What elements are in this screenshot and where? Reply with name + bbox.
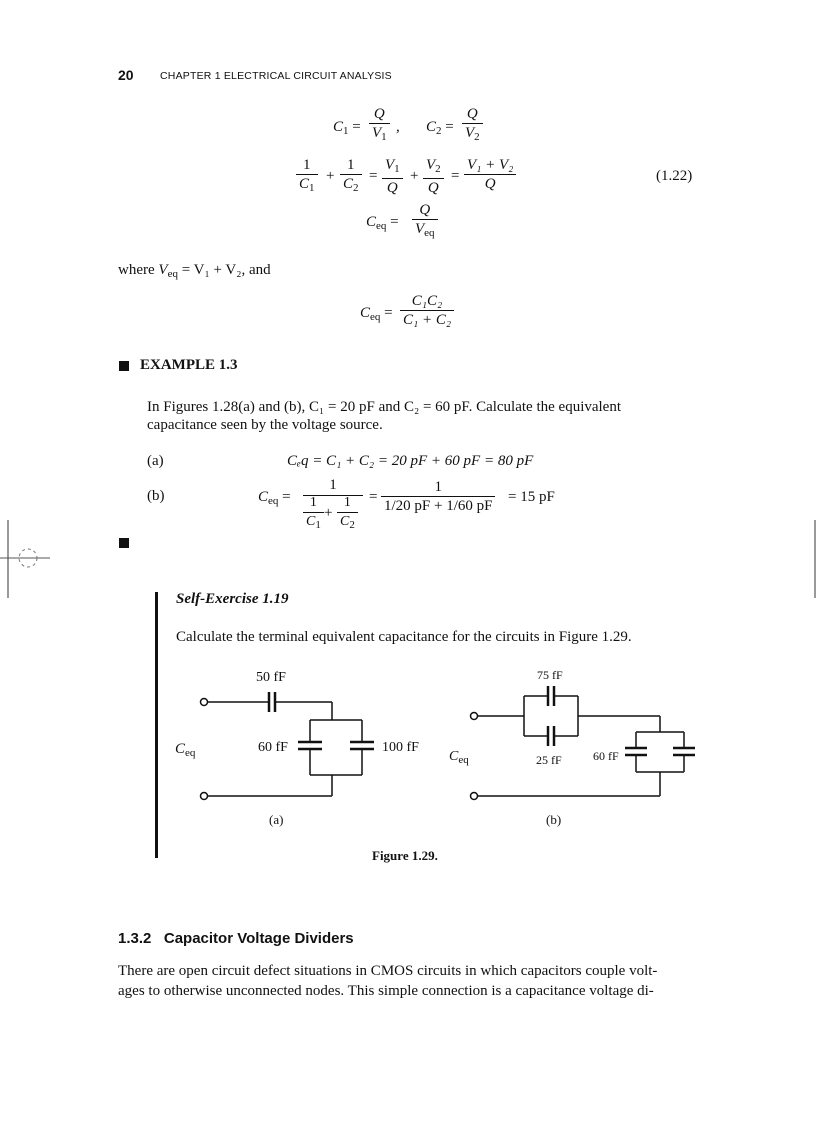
example-problem-line-1: In Figures 1.28(a) and (b), C₁ = 20 pF and C₂ = 60 pF. Calculate the equivalent <box>147 399 622 415</box>
figure-caption: Figure 1.29. <box>372 848 438 863</box>
label-ceq-a: $C_{eq}$ <box>175 741 196 759</box>
section-paragraph-line-2: ages to otherwise unconnected nodes. This simple connection is a capacitance voltage di- <box>118 983 654 999</box>
equals-sign: = <box>369 168 378 184</box>
example-problem-line-2: capacitance seen by the voltage source. <box>147 417 383 433</box>
plus-sign: + <box>324 505 333 521</box>
c1-lhs: $C_1$ = <box>333 119 361 137</box>
where-text: where $V_{eq} = V_1 + V_2$, and <box>118 262 271 280</box>
plus-sign: + <box>326 168 335 184</box>
label-100ff: 100 fF <box>382 740 419 755</box>
label-75ff: 75 fF <box>537 668 563 682</box>
section-heading: 1.3.2 Capacitor Voltage Dividers <box>118 930 354 947</box>
label-60ff-a: 60 fF <box>258 740 288 755</box>
terminal-a-bottom <box>201 793 208 800</box>
ceq-fraction: Q $V_{eq}$ <box>412 201 438 242</box>
label-b: (b) <box>546 812 562 827</box>
label-25ff: 25 fF <box>536 753 562 767</box>
v1-over-q: $\frac{V_1}{Q}$ <box>382 156 403 197</box>
part-b-lhs: $C_{eq}$ = <box>258 489 291 507</box>
c2-fraction: $\frac{Q}{V_2}$ <box>462 105 483 146</box>
equals-sign: = <box>451 168 460 184</box>
label-a: (a) <box>269 812 284 827</box>
part-a-equation: Cₑq = C₁ + C₂ = 20 pF + 60 pF = 80 pF <box>287 453 534 469</box>
label-60ff-b: 60 fF <box>593 749 619 763</box>
registration-mark <box>0 520 60 600</box>
c2-lhs: $C_2$ = <box>426 119 454 137</box>
ceq-series-lhs: $C_{eq}$ = <box>360 305 393 323</box>
ceq-lhs: $C_{eq}$ = <box>366 214 399 232</box>
part-b-one-over-c1: $\frac{1}{C_1}$ <box>303 494 324 534</box>
terminal-b-bottom <box>471 793 478 800</box>
registration-mark-right <box>810 520 816 600</box>
part-b-second-fraction: $\frac{1}{1/20 pF + 1/60 pF}$ <box>381 478 495 515</box>
equation-number: (1.22) <box>656 168 693 184</box>
equals-sign: = <box>369 489 378 505</box>
figure-1-29-circuits <box>150 660 710 840</box>
label-ceq-b: $C_{eq}$ <box>449 749 469 766</box>
plus-sign: + <box>410 168 419 184</box>
page-number: 20 <box>118 67 134 83</box>
v2-over-q: $\frac{V_2}{Q}$ <box>423 156 444 197</box>
c1-fraction: $\frac{Q}{V_1}$ <box>369 105 390 146</box>
example-title: EXAMPLE 1.3 <box>140 357 238 373</box>
label-50ff: 50 fF <box>256 670 286 685</box>
self-exercise-title: Self-Exercise 1.19 <box>176 591 289 607</box>
example-bullet <box>119 361 129 371</box>
running-title: CHAPTER 1 ELECTRICAL CIRCUIT ANALYSIS <box>160 70 392 82</box>
example-end-marker <box>119 538 129 548</box>
ceq-series-fraction: $\frac{\text{C₁C₂}}{\text{C₁ + C₂}}$ <box>400 292 454 329</box>
circuit-b <box>471 686 696 800</box>
part-b-numerator: 1 <box>329 477 337 493</box>
part-b-one-over-c2: $\frac{1}{C_2}$ <box>337 494 358 534</box>
part-b-result: = 15 pF <box>508 489 555 505</box>
comma: , <box>396 119 400 135</box>
terminal-a-top <box>201 699 208 706</box>
part-a-label: (a) <box>147 453 164 469</box>
self-exercise-text: Calculate the terminal equivalent capacitance for the circuits in Figure 1.29. <box>176 629 632 645</box>
part-b-label: (b) <box>147 488 165 504</box>
terminal-b-top <box>471 713 478 720</box>
section-paragraph-line-1: There are open circuit defect situations in CMOS circuits in which capacitors couple volt- <box>118 963 658 979</box>
one-over-c1: $\frac{1}{C_1}$ <box>296 156 318 197</box>
sum-over-q: $\frac{\text{V₁ + V₂}}{Q}$ <box>464 156 516 193</box>
one-over-c2: $\frac{1}{C_2}$ <box>340 156 362 197</box>
